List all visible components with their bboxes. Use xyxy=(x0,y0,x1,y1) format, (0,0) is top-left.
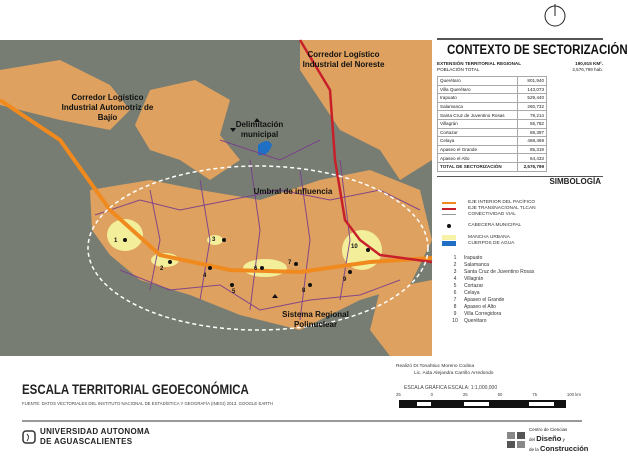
legend-row xyxy=(442,235,510,241)
legend-row xyxy=(442,212,516,218)
municipality-name: Villagrán xyxy=(464,276,484,282)
legend-municipality xyxy=(446,311,501,317)
scale-graphic xyxy=(399,400,566,408)
urban-swatch xyxy=(442,235,456,240)
legend-municipality xyxy=(446,290,480,296)
municipality-name: Celaya xyxy=(438,137,518,146)
population-value: 468,469 xyxy=(517,137,546,146)
legend-title: SIMBOLOGÍA xyxy=(437,176,603,186)
legend-item: MANCHA URBANA xyxy=(468,235,510,240)
legend-municipality xyxy=(446,318,487,324)
municipality-name: Irapuato xyxy=(464,255,483,261)
table-row xyxy=(438,111,547,120)
municipality-name: Villa Corregidora xyxy=(464,311,502,317)
legend-municipality xyxy=(446,276,483,282)
population-table xyxy=(437,76,547,172)
map-number: 5 xyxy=(232,289,236,295)
table-row xyxy=(438,119,547,128)
scale-label: ESCALA GRÁFICA ESCALA: 1:1,000,000 xyxy=(404,385,498,391)
footer-title: ESCALA TERRITORIAL GEOECONÓMICA xyxy=(22,381,249,397)
municipality-name: Cortazar xyxy=(464,283,484,289)
population-value: 143,073 xyxy=(517,85,546,94)
municipality-name: Salamanca xyxy=(438,102,518,111)
map-number: 10 xyxy=(351,244,358,250)
population-value: 85,319 xyxy=(517,145,546,154)
tlcan-axis-swatch xyxy=(442,208,456,210)
legend-municipality xyxy=(446,304,496,310)
ccdc-logo-icon xyxy=(507,432,525,448)
context-title: CONTEXTO DE SECTORIZACIÓN xyxy=(447,42,628,57)
table-row xyxy=(438,77,547,86)
municipality-number: 5 xyxy=(453,283,457,289)
table-row xyxy=(438,154,547,163)
municipality-number: 1 xyxy=(453,255,457,261)
legend-municipality xyxy=(446,269,534,275)
municipality-name: Celaya xyxy=(464,290,480,296)
municipality-number: 4 xyxy=(453,276,457,282)
credit-line: Realizó Dr.Tonahtiuc Moreno Codina xyxy=(396,364,475,369)
legend-item: CUERPOS DE AGUA xyxy=(468,241,515,246)
municipality-number: 2 xyxy=(453,262,457,268)
map-number: 2 xyxy=(160,266,164,272)
map-canvas xyxy=(0,40,432,356)
legend-item: CABECERA MUNICIPAL xyxy=(468,223,522,228)
population-value: 55,782 xyxy=(517,119,546,128)
university-name: DE AGUASCALIENTES xyxy=(40,437,133,446)
center-name: Construcción xyxy=(540,444,589,453)
center-name: Centro de Ciencias xyxy=(529,427,568,432)
legend xyxy=(442,200,602,330)
population-value: 529,440 xyxy=(517,94,546,103)
legend-municipality xyxy=(446,297,504,303)
map-number: 4 xyxy=(203,273,207,279)
population-value: 79,214 xyxy=(517,111,546,120)
municipality-name: Cortazar xyxy=(438,128,518,137)
population-value: 64,433 xyxy=(517,154,546,163)
legend-row xyxy=(442,200,535,206)
scale-tick: 25 xyxy=(396,392,401,397)
legend-row xyxy=(442,223,521,229)
table-row xyxy=(438,94,547,103)
municipality-number: 9 xyxy=(453,311,457,317)
municipality-name: Apaseo el Alto xyxy=(438,154,518,163)
municipality-name: Apaseo el Alto xyxy=(464,304,496,310)
label-corredor-noreste: Corredor Logístico Industrial del Noreste xyxy=(302,50,385,69)
map-number: 9 xyxy=(343,277,347,283)
label-corredor-bajio: Corredor Logístico Industrial Automotriz de Bajío xyxy=(61,93,154,122)
map xyxy=(0,40,432,356)
municipality-number: 7 xyxy=(453,297,457,303)
map-number: 8 xyxy=(302,288,306,294)
population-value: 2,576,799 hab. xyxy=(572,67,603,72)
municipality-name: Santa Cruz de Juventino Rosas xyxy=(438,111,518,120)
municipality-name: Irapuato xyxy=(438,94,518,103)
label-sistema: Sistema Regional Polinuclear xyxy=(282,310,349,329)
extension-label: EXTENSIÓN TERRITORIAL REGIONAL xyxy=(437,61,522,66)
municipality-number: 3 xyxy=(453,269,457,275)
legend-municipality xyxy=(446,262,489,268)
center-name: del xyxy=(529,437,536,442)
university-name: UNIVERSIDAD AUTONOMA xyxy=(40,427,151,436)
municipal-seat-icon xyxy=(447,224,451,228)
legend-row xyxy=(442,241,514,247)
total-row xyxy=(438,162,547,171)
population-value: 88,397 xyxy=(517,128,546,137)
map-number: 1 xyxy=(114,238,118,244)
scale-tick: 0 xyxy=(430,392,434,397)
extension-value: 190,915 KM². xyxy=(575,61,603,66)
legend-row xyxy=(442,206,536,212)
water-swatch xyxy=(442,241,456,246)
table-row xyxy=(438,85,547,94)
design-center-logo xyxy=(507,425,588,454)
center-name: de la xyxy=(529,447,539,452)
scale-bar xyxy=(396,385,586,408)
university-logo xyxy=(22,427,150,447)
municipality-name: Querétaro xyxy=(438,77,518,86)
center-name: y xyxy=(562,437,565,442)
municipality-name: Salamanca xyxy=(464,262,490,268)
municipality-name: Apaseo el Grande xyxy=(438,145,518,154)
population-value: 260,732 xyxy=(517,102,546,111)
municipality-number: 8 xyxy=(453,304,457,310)
total-label: TOTAL DE SECTORIZACIÓN xyxy=(438,162,518,171)
scale-tick: 50 xyxy=(497,392,503,397)
table-row xyxy=(438,145,547,154)
municipality-name: Villa Querétaro xyxy=(438,85,518,94)
road-swatch xyxy=(442,214,456,215)
map-number: 6 xyxy=(254,266,258,272)
uaa-logo-icon xyxy=(22,430,36,444)
table-row xyxy=(438,128,547,137)
legend-item: EJE TRANSNACIONAL TLCAN xyxy=(468,206,536,211)
table-row xyxy=(438,102,547,111)
label-umbral: Umbral de influencia xyxy=(253,187,333,196)
label-delimitacion: Delimitación municipal xyxy=(235,120,284,139)
north-arrow-icon xyxy=(544,3,566,29)
legend-item: CONECTIVIDAD VIAL xyxy=(468,212,516,217)
population-label: POBLACIÓN TOTAL xyxy=(437,67,480,72)
map-number: 3 xyxy=(212,237,216,243)
legend-item: EJE INTERIOR DEL PACÍFICO xyxy=(468,200,536,205)
map-number: 7 xyxy=(288,260,292,266)
divider xyxy=(437,38,603,40)
population-value: 801,940 xyxy=(517,77,546,86)
municipality-number: 6 xyxy=(453,290,457,296)
municipality-name: Santa Cruz de Juventino Rosas xyxy=(464,269,535,275)
credit-line: Lic. Aida Alejandra Carrillo Arredondo xyxy=(414,371,494,376)
pacific-axis-swatch xyxy=(442,202,456,204)
total-value: 2,576,799 xyxy=(517,162,546,171)
context-panel xyxy=(437,38,628,186)
legend-municipality xyxy=(446,255,482,261)
credits xyxy=(396,363,493,377)
scale-tick: 100 km xyxy=(566,392,581,397)
center-name: Diseño xyxy=(536,434,562,443)
legend-municipality xyxy=(446,283,483,289)
source-note: FUENTE: DATOS VECTORIALES DEL INSTITUTO NACIONAL DE ESTADÍSTICA Y GEOGRAFÍA (INEGI) 2013. GOOGLE EARTH xyxy=(22,401,273,406)
table-row xyxy=(438,137,547,146)
scale-tick: 25 xyxy=(462,392,468,397)
municipality-number: 10 xyxy=(452,318,458,324)
municipality-name: Querétaro xyxy=(464,318,487,324)
scale-tick: 75 xyxy=(532,392,538,397)
municipality-name: Villagrán xyxy=(438,119,518,128)
municipality-name: Apaseo el Grande xyxy=(464,297,505,303)
divider xyxy=(22,420,582,422)
